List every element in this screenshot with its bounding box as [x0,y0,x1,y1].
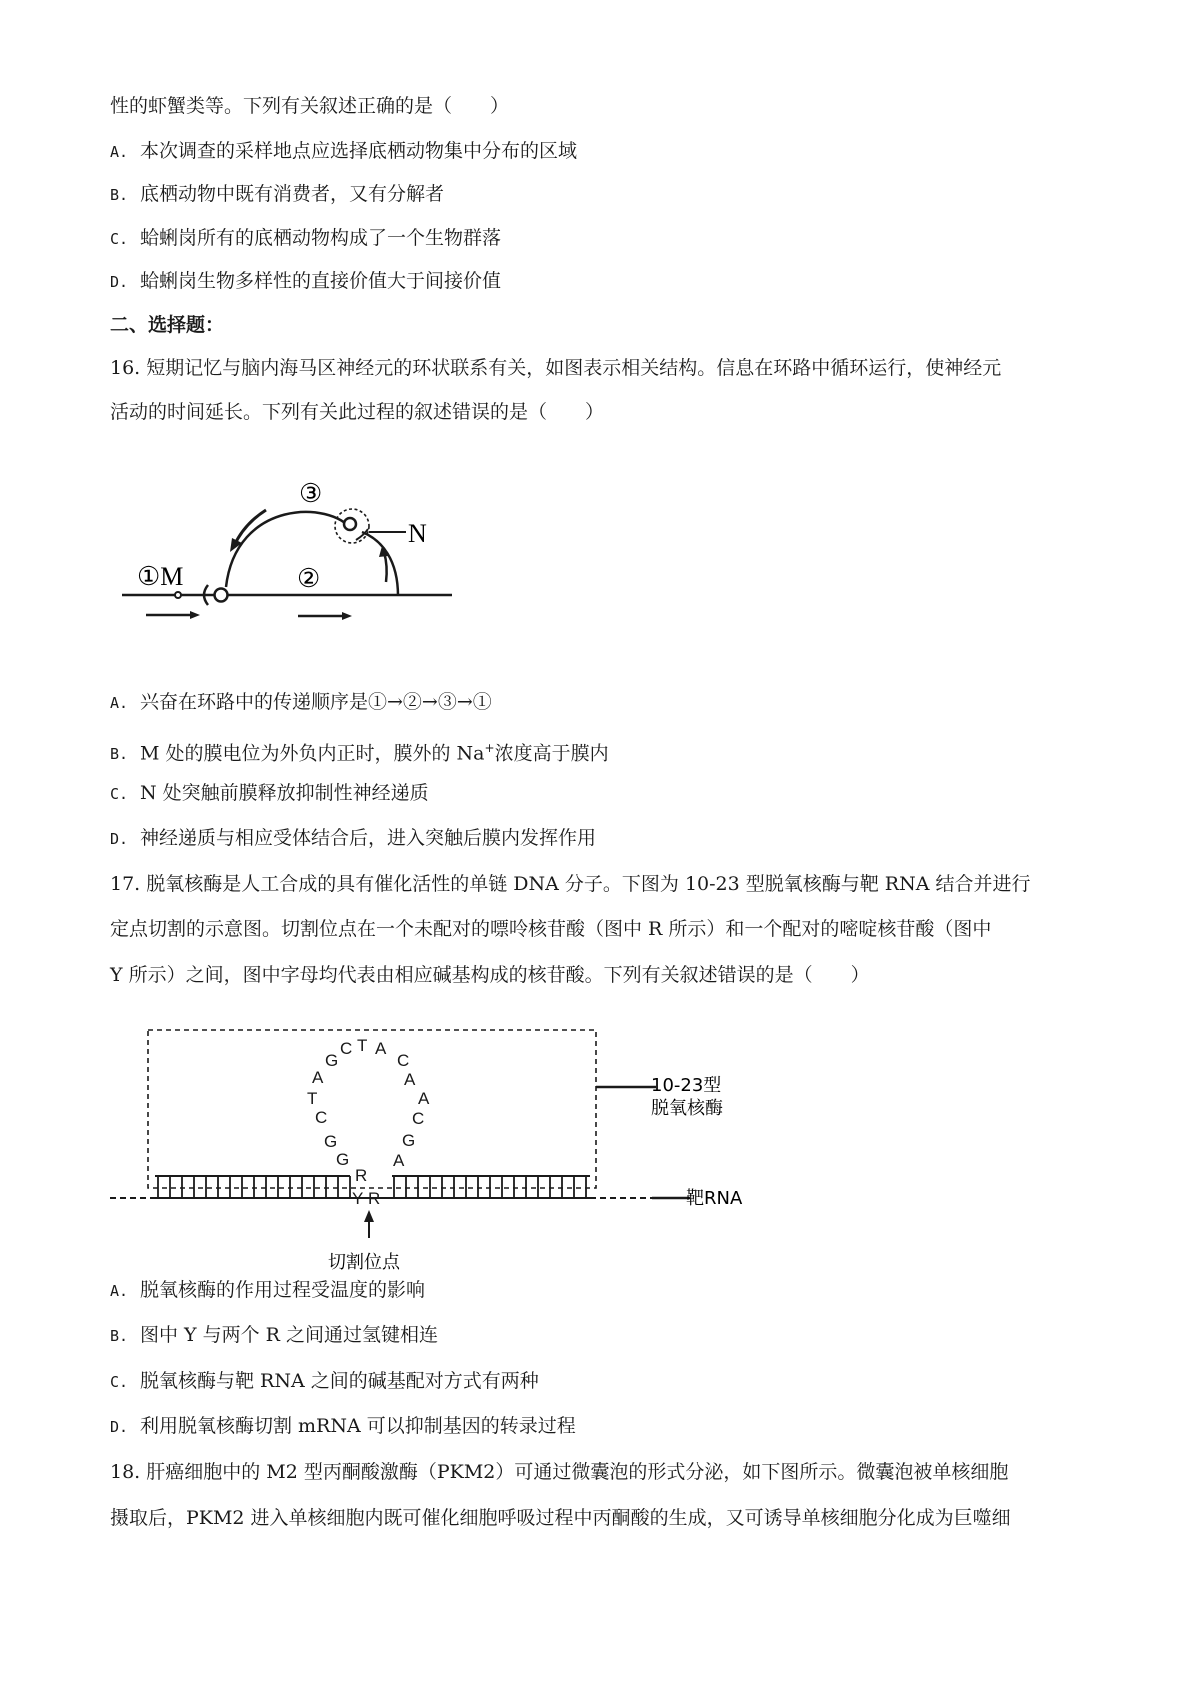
label-1m: ①M [137,562,184,591]
junction-r-lower: R [368,1189,381,1208]
q16-stem-line2: 活动的时间延长。下列有关此过程的叙述错误的是（ ） [110,401,605,423]
q15-option-b: B. 底栖动物中既有消费者，又有分解者 [110,183,445,205]
q15-stem-tail: 性的虾蟹类等。下列有关叙述正确的是（ ） [110,95,510,117]
q16-option-d: D. 神经递质与相应受体结合后，进入突触后膜内发挥作用 [110,827,597,849]
loop-base-3: C [340,1039,353,1058]
label-2: ② [297,564,321,593]
q16-option-a: A. 兴奋在环路中的传递顺序是①→②→③→① [110,691,492,713]
cut-arrow-head [364,1210,374,1222]
loop-base-5: A [375,1039,387,1058]
loop-base-14: G [402,1131,416,1150]
junction-y: Y [352,1189,364,1208]
q15-option-a: A. 本次调查的采样地点应选择底栖动物集中分布的区域 [110,140,578,162]
loop-base-4: T [357,1036,368,1055]
rna-label: 靶RNA [686,1188,743,1209]
loop-base-9: T [307,1089,318,1108]
loop-base-12: G [336,1150,350,1169]
loop-base-6: C [397,1051,410,1070]
enzyme-label-2: 脱氧核酶 [651,1098,723,1119]
loop-base-15: A [393,1151,405,1170]
q17-stem-line3: Y 所示）之间，图中字母均代表由相应碱基构成的核苷酸。下列有关叙述错误的是（ ） [110,964,870,986]
enzyme-label-1: 10-23型 [651,1075,722,1096]
loop-base-2: G [325,1051,339,1070]
q16-option-c: C. N 处突触前膜释放抑制性神经递质 [110,782,429,804]
enzyme-box [148,1030,596,1188]
loop-base-13: C [412,1109,425,1128]
label-3: ③ [299,479,323,508]
base-pairs-right [394,1176,586,1198]
q17-option-a: A. 脱氧核酶的作用过程受温度的影响 [110,1279,426,1301]
q18-stem-line2: 摄取后，PKM2 进入单核细胞内既可催化细胞呼吸过程中丙酮酸的生成，又可诱导单核细胞分化成为巨噬细 [110,1507,1011,1529]
q15-option-c: C. 蛤蜊岗所有的底栖动物构成了一个生物群落 [110,227,502,249]
q17-option-c: C. 脱氧核酶与靶 RNA 之间的碱基配对方式有两种 [110,1370,539,1392]
q15-option-d: D. 蛤蜊岗生物多样性的直接价值大于间接价值 [110,270,502,292]
loop-base-1: A [312,1068,324,1087]
loop-base-11: G [324,1132,338,1151]
q17-option-b: B. 图中 Y 与两个 R 之间通过氢键相连 [110,1324,439,1346]
q17-stem-line2: 定点切割的示意图。切割位点在一个未配对的嘌呤核苷酸（图中 R 所示）和一个配对的嘧啶核苷酸（图中 [110,918,992,940]
junction-r-upper: R [355,1166,368,1185]
loop-base-8: A [418,1089,430,1108]
label-n: N [408,519,427,548]
loop-base-7: A [404,1070,416,1089]
base-pairs-left [158,1176,350,1198]
q17-option-d: D. 利用脱氧核酶切割 mRNA 可以抑制基因的转录过程 [110,1415,576,1437]
q16-option-b: B. M 处的膜电位为外负内正时，膜外的 Na+浓度高于膜内 [110,741,609,765]
q17-stem-line1: 17. 脱氧核酶是人工合成的具有催化活性的单链 DNA 分子。下图为 10-23 型脱氧核酶与靶 RNA 结合并进行 [110,873,1031,895]
section-heading: 二、选择题： [110,314,225,336]
q16-stem-line1: 16. 短期记忆与脑内海马区神经元的环状联系有关，如图表示相关结构。信息在环路中循环运行，使神经元 [110,357,1002,379]
q18-stem-line1: 18. 肝癌细胞中的 M2 型丙酮酸激酶（PKM2）可通过微囊泡的形式分泌，如下图所示。微囊泡被单核细胞 [110,1461,1009,1483]
cut-label: 切割位点 [328,1252,400,1273]
loop-base-10: C [315,1108,328,1127]
